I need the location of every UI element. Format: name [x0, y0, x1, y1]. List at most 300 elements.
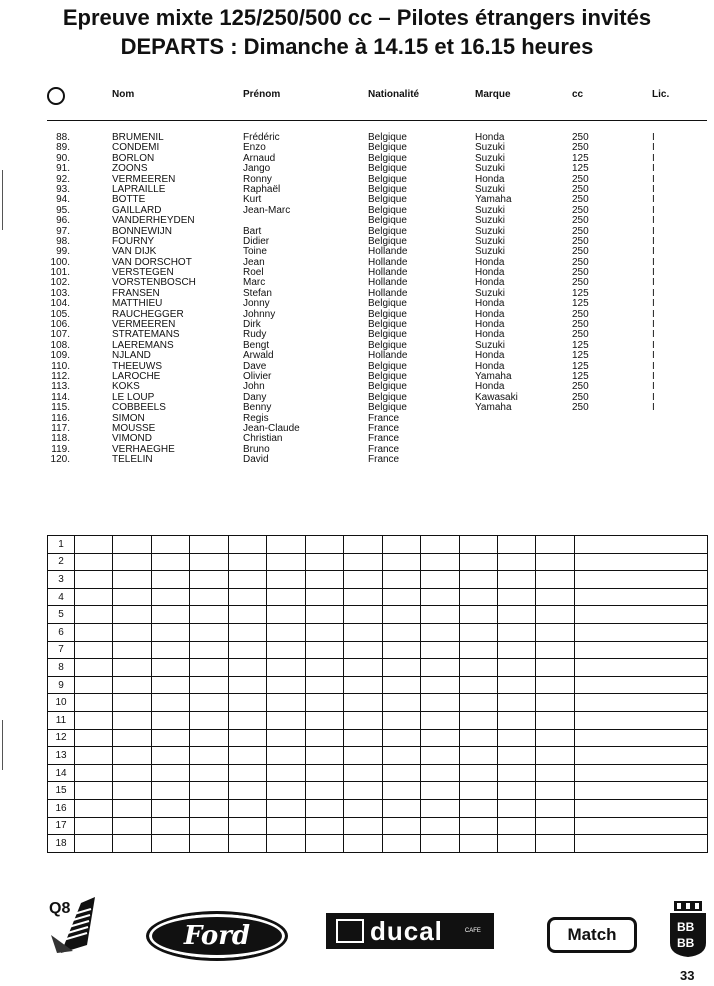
grid-row — [48, 729, 708, 747]
grid-cell — [421, 764, 459, 782]
rider-licence: I — [652, 329, 655, 341]
grid-cell — [75, 623, 113, 641]
rider-firstname: Arwald — [243, 350, 274, 362]
grid-cell — [497, 659, 535, 677]
grid-cell — [344, 553, 382, 571]
rider-cc: 250 — [572, 277, 589, 289]
grid-cell — [228, 606, 266, 624]
grid-cell — [421, 799, 459, 817]
grid-cell — [497, 571, 535, 589]
grid-cell — [267, 694, 305, 712]
grid-cell — [497, 536, 535, 554]
rider-nationality: France — [368, 433, 400, 445]
rider-surname: VERMEEREN — [112, 319, 176, 331]
grid-cell — [382, 571, 420, 589]
grid-row — [48, 835, 708, 853]
rider-number: 96. — [56, 215, 70, 227]
grid-cell — [382, 711, 420, 729]
column-header-marque: Marque — [475, 89, 511, 100]
rider-nationality: Belgique — [368, 329, 407, 341]
rider-firstname: Enzo — [243, 142, 266, 154]
grid-cell — [459, 606, 497, 624]
grid-cell — [267, 747, 305, 765]
rider-surname: BRUMENIL — [112, 132, 164, 143]
table-row — [0, 216, 714, 226]
table-row — [0, 289, 714, 299]
grid-cell — [151, 835, 189, 853]
rider-licence: I — [652, 350, 655, 362]
grid-cell — [421, 553, 459, 571]
grid-cell — [113, 729, 151, 747]
grid-cell — [75, 571, 113, 589]
grid-row — [48, 606, 708, 624]
rider-firstname: Benny — [243, 402, 272, 414]
rider-nationality: Hollande — [368, 287, 408, 299]
grid-cell — [497, 799, 535, 817]
table-row — [0, 403, 714, 413]
table-row — [0, 372, 714, 382]
grid-cell — [305, 606, 343, 624]
grid-cell — [497, 694, 535, 712]
rider-cc: 250 — [572, 204, 589, 216]
grid-cell — [305, 782, 343, 800]
grid-row — [48, 676, 708, 694]
grid-cell — [575, 676, 708, 694]
table-row — [0, 330, 714, 340]
grid-cell — [151, 694, 189, 712]
grid-cell — [305, 835, 343, 853]
grid-cell — [75, 799, 113, 817]
rider-number: 97. — [56, 225, 70, 237]
grid-cell — [459, 641, 497, 659]
grid-cell — [228, 536, 266, 554]
grid-cell — [305, 676, 343, 694]
rider-nationality: Belgique — [368, 298, 407, 310]
grid-cell — [75, 747, 113, 765]
grid-cell — [267, 659, 305, 677]
rider-nationality: Belgique — [368, 402, 407, 414]
grid-cell — [151, 623, 189, 641]
q8-logo — [47, 895, 102, 955]
grid-row-number: 9 — [48, 676, 75, 694]
grid-cell — [459, 799, 497, 817]
grid-cell — [497, 623, 535, 641]
grid-cell — [459, 553, 497, 571]
grid-cell — [536, 817, 575, 835]
grid-cell — [113, 676, 151, 694]
rider-number: 109. — [50, 350, 70, 362]
grid-cell — [497, 641, 535, 659]
ducal-logo-text: ducal — [370, 915, 443, 946]
rider-licence: I — [652, 183, 655, 195]
grid-cell — [190, 606, 228, 624]
grid-cell — [75, 817, 113, 835]
grid-cell — [497, 835, 535, 853]
grid-cell — [190, 799, 228, 817]
grid-cell — [497, 553, 535, 571]
table-row — [0, 299, 714, 309]
grid-cell — [305, 553, 343, 571]
rider-brand: Suzuki — [475, 183, 506, 195]
rider-firstname: Bengt — [243, 339, 270, 351]
grid-cell — [382, 835, 420, 853]
rider-number: 116. — [51, 412, 70, 424]
grid-cell — [344, 659, 382, 677]
grid-cell — [267, 676, 305, 694]
grid-cell — [575, 835, 708, 853]
grid-cell — [575, 729, 708, 747]
rider-brand: Suzuki — [475, 246, 506, 258]
grid-cell — [305, 711, 343, 729]
grid-cell — [421, 694, 459, 712]
rider-surname: GAILLARD — [112, 204, 162, 216]
rider-nationality: Belgique — [368, 142, 407, 154]
rider-firstname: Jean — [243, 256, 265, 268]
rider-number: 98. — [56, 235, 70, 247]
grid-cell — [536, 835, 575, 853]
grid-cell — [344, 641, 382, 659]
rider-number: 107. — [50, 329, 70, 341]
rider-nationality: France — [368, 412, 400, 424]
rider-surname: LE LOUP — [112, 391, 155, 403]
rider-licence: I — [652, 308, 655, 320]
grid-row-number: 14 — [48, 764, 75, 782]
table-row — [0, 195, 714, 205]
grid-row-number: 17 — [48, 817, 75, 835]
rider-surname: BOTTE — [112, 194, 146, 206]
grid-cell — [190, 676, 228, 694]
grid-row-number: 13 — [48, 747, 75, 765]
rider-surname: BORLON — [112, 152, 155, 164]
grid-cell — [190, 694, 228, 712]
grid-cell — [228, 711, 266, 729]
grid-cell — [497, 817, 535, 835]
grid-cell — [267, 799, 305, 817]
rider-licence: I — [652, 194, 655, 206]
rider-surname: VANDERHEYDEN — [112, 215, 195, 227]
rider-firstname: Jean-Marc — [243, 204, 291, 216]
grid-cell — [459, 782, 497, 800]
grid-cell — [536, 606, 575, 624]
rider-brand: Suzuki — [475, 339, 506, 351]
grid-cell — [536, 571, 575, 589]
grid-cell — [536, 782, 575, 800]
rider-licence: I — [652, 298, 655, 310]
grid-cell — [190, 729, 228, 747]
grid-cell — [421, 659, 459, 677]
grid-cell — [113, 606, 151, 624]
rider-brand: Honda — [475, 308, 505, 320]
rider-cc: 250 — [572, 256, 589, 268]
rider-licence: I — [652, 204, 655, 216]
rider-licence: I — [652, 339, 655, 351]
grid-cell — [575, 659, 708, 677]
page-subtitle: DEPARTS : Dimanche à 14.15 et 16.15 heures — [120, 34, 594, 59]
rider-number: 105. — [50, 308, 70, 320]
rider-number: 112. — [51, 370, 70, 382]
table-row — [0, 143, 714, 153]
grid-cell — [151, 711, 189, 729]
grid-cell — [382, 659, 420, 677]
rider-brand: Suzuki — [475, 235, 506, 247]
rider-licence: I — [652, 225, 655, 237]
grid-cell — [459, 571, 497, 589]
grid-cell — [305, 729, 343, 747]
grid-row — [48, 641, 708, 659]
grid-cell — [190, 659, 228, 677]
grid-cell — [113, 747, 151, 765]
rider-firstname: Johnny — [243, 308, 276, 320]
rider-surname: NJLAND — [112, 350, 151, 362]
rider-surname: STRATEMANS — [112, 329, 180, 341]
rider-licence: I — [652, 391, 655, 403]
table-row — [0, 133, 714, 143]
grid-cell — [382, 641, 420, 659]
grid-row-number: 18 — [48, 835, 75, 853]
rider-surname: VIMOND — [112, 433, 152, 445]
grid-row-number: 3 — [48, 571, 75, 589]
rider-licence: I — [652, 277, 655, 289]
grid-row — [48, 764, 708, 782]
margin-mark — [2, 170, 3, 230]
table-row — [0, 455, 714, 465]
grid-row — [48, 694, 708, 712]
grid-cell — [151, 536, 189, 554]
grid-cell — [267, 641, 305, 659]
rider-licence: I — [652, 267, 655, 279]
grid-cell — [382, 817, 420, 835]
rider-number: 106. — [50, 319, 70, 331]
rider-surname: VAN DIJK — [112, 246, 157, 258]
rider-number: 119. — [51, 443, 70, 455]
rider-number: 104. — [50, 298, 70, 310]
grid-cell — [113, 694, 151, 712]
rider-firstname: Christian — [243, 433, 283, 445]
grid-cell — [267, 606, 305, 624]
rider-surname: VERHAEGHE — [112, 443, 175, 455]
grid-cell — [305, 764, 343, 782]
grid-cell — [305, 571, 343, 589]
rider-number: 92. — [56, 173, 70, 185]
rider-nationality: Belgique — [368, 204, 407, 216]
rider-cc: 250 — [572, 173, 589, 185]
grid-row-number: 10 — [48, 694, 75, 712]
grid-cell — [305, 694, 343, 712]
grid-cell — [228, 694, 266, 712]
rider-brand: Honda — [475, 256, 505, 268]
grid-cell — [228, 764, 266, 782]
rider-surname: RAUCHEGGER — [112, 308, 184, 320]
rider-nationality: Belgique — [368, 381, 407, 393]
grid-cell — [344, 747, 382, 765]
grid-cell — [575, 571, 708, 589]
grid-cell — [344, 799, 382, 817]
rider-licence: I — [652, 319, 655, 331]
rider-brand: Honda — [475, 267, 505, 279]
table-row — [0, 206, 714, 216]
results-grid — [47, 535, 708, 853]
rider-brand: Suzuki — [475, 152, 506, 164]
grid-cell — [151, 588, 189, 606]
rider-brand: Suzuki — [475, 204, 506, 216]
rider-nationality: Belgique — [368, 308, 407, 320]
rider-nationality: Belgique — [368, 225, 407, 237]
grid-row-number: 6 — [48, 623, 75, 641]
grid-cell — [382, 606, 420, 624]
grid-cell — [536, 729, 575, 747]
grid-cell — [113, 817, 151, 835]
grid-cell — [151, 799, 189, 817]
grid-cell — [382, 536, 420, 554]
grid-cell — [575, 606, 708, 624]
grid-cell — [575, 817, 708, 835]
column-header-nationalite: Nationalité — [368, 89, 420, 100]
table-row — [0, 268, 714, 278]
rider-cc: 250 — [572, 225, 589, 237]
grid-cell — [75, 729, 113, 747]
grid-cell — [575, 623, 708, 641]
table-row — [0, 227, 714, 237]
rider-nationality: Belgique — [368, 360, 407, 372]
grid-row-number: 7 — [48, 641, 75, 659]
grid-cell — [305, 623, 343, 641]
bb-logo — [668, 899, 708, 959]
grid-cell — [113, 659, 151, 677]
grid-cell — [190, 623, 228, 641]
rider-licence: I — [652, 246, 655, 258]
grid-cell — [421, 623, 459, 641]
rider-surname: MOUSSE — [112, 422, 156, 434]
grid-cell — [151, 676, 189, 694]
match-logo-text: Match — [567, 925, 617, 944]
rider-cc: 125 — [572, 350, 589, 362]
rider-number: 90. — [56, 152, 70, 164]
grid-cell — [190, 817, 228, 835]
grid-cell — [536, 536, 575, 554]
grid-cell — [344, 782, 382, 800]
header-divider — [47, 120, 707, 121]
grid-cell — [151, 606, 189, 624]
grid-row — [48, 536, 708, 554]
rider-nationality: Belgique — [368, 391, 407, 403]
rider-nationality: Belgique — [368, 370, 407, 382]
rider-firstname: Ronny — [243, 173, 272, 185]
grid-cell — [75, 659, 113, 677]
grid-cell — [151, 659, 189, 677]
rider-nationality: Belgique — [368, 319, 407, 331]
grid-cell — [267, 536, 305, 554]
grid-cell — [459, 764, 497, 782]
grid-cell — [75, 606, 113, 624]
rider-surname: ZOONS — [112, 163, 148, 175]
grid-cell — [344, 694, 382, 712]
rider-firstname: Stefan — [243, 287, 272, 299]
rider-brand: Yamaha — [475, 402, 512, 414]
table-row — [0, 278, 714, 288]
grid-cell — [305, 641, 343, 659]
grid-cell — [497, 747, 535, 765]
grid-cell — [113, 536, 151, 554]
grid-cell — [344, 536, 382, 554]
grid-cell — [459, 729, 497, 747]
rider-brand: Honda — [475, 350, 505, 362]
grid-cell — [497, 729, 535, 747]
grid-cell — [344, 729, 382, 747]
rider-firstname: Regis — [243, 412, 269, 424]
rider-nationality: Belgique — [368, 132, 407, 143]
grid-cell — [459, 676, 497, 694]
grid-cell — [305, 588, 343, 606]
rider-cc: 125 — [572, 370, 589, 382]
rider-licence: I — [652, 152, 655, 164]
grid-cell — [190, 835, 228, 853]
grid-cell — [421, 711, 459, 729]
grid-row-number: 12 — [48, 729, 75, 747]
rider-cc: 125 — [572, 163, 589, 175]
grid-cell — [382, 694, 420, 712]
rider-surname: VERMEEREN — [112, 173, 176, 185]
rider-brand: Suzuki — [475, 163, 506, 175]
rider-brand: Kawasaki — [475, 391, 518, 403]
rider-number: 101. — [50, 267, 70, 279]
rider-cc: 250 — [572, 329, 589, 341]
grid-cell — [267, 711, 305, 729]
grid-cell — [536, 764, 575, 782]
rider-surname: LAPRAILLE — [112, 183, 166, 195]
rider-licence: I — [652, 215, 655, 227]
grid-cell — [421, 641, 459, 659]
rider-licence: I — [652, 402, 655, 414]
grid-cell — [344, 606, 382, 624]
rider-number: 89. — [56, 142, 70, 154]
rider-cc: 250 — [572, 267, 589, 279]
rider-cc: 250 — [572, 391, 589, 403]
rider-number: 118. — [51, 433, 70, 445]
bb-logo-text: BB — [677, 936, 695, 950]
rider-cc: 250 — [572, 235, 589, 247]
grid-row — [48, 711, 708, 729]
grid-cell — [113, 623, 151, 641]
table-row — [0, 445, 714, 455]
rider-number: 115. — [51, 402, 70, 414]
rider-licence: I — [652, 132, 655, 143]
table-row — [0, 351, 714, 361]
grid-cell — [459, 536, 497, 554]
grid-cell — [75, 641, 113, 659]
rider-cc: 250 — [572, 308, 589, 320]
rider-brand: Honda — [475, 381, 505, 393]
grid-cell — [75, 676, 113, 694]
grid-cell — [421, 588, 459, 606]
grid-cell — [228, 782, 266, 800]
grid-cell — [344, 588, 382, 606]
ford-logo-text: Ford — [183, 921, 251, 951]
rider-surname: BONNEWIJN — [112, 225, 172, 237]
table-row — [0, 237, 714, 247]
grid-cell — [113, 588, 151, 606]
rider-licence: I — [652, 142, 655, 154]
rider-cc: 250 — [572, 183, 589, 195]
grid-cell — [113, 571, 151, 589]
rider-surname: CONDEMI — [112, 142, 160, 154]
rider-firstname: Kurt — [243, 194, 262, 206]
rider-licence: I — [652, 256, 655, 268]
rider-number: 88. — [56, 132, 70, 143]
grid-cell — [421, 747, 459, 765]
rider-firstname: Bart — [243, 225, 262, 237]
grid-cell — [536, 711, 575, 729]
rider-number: 108. — [50, 339, 70, 351]
